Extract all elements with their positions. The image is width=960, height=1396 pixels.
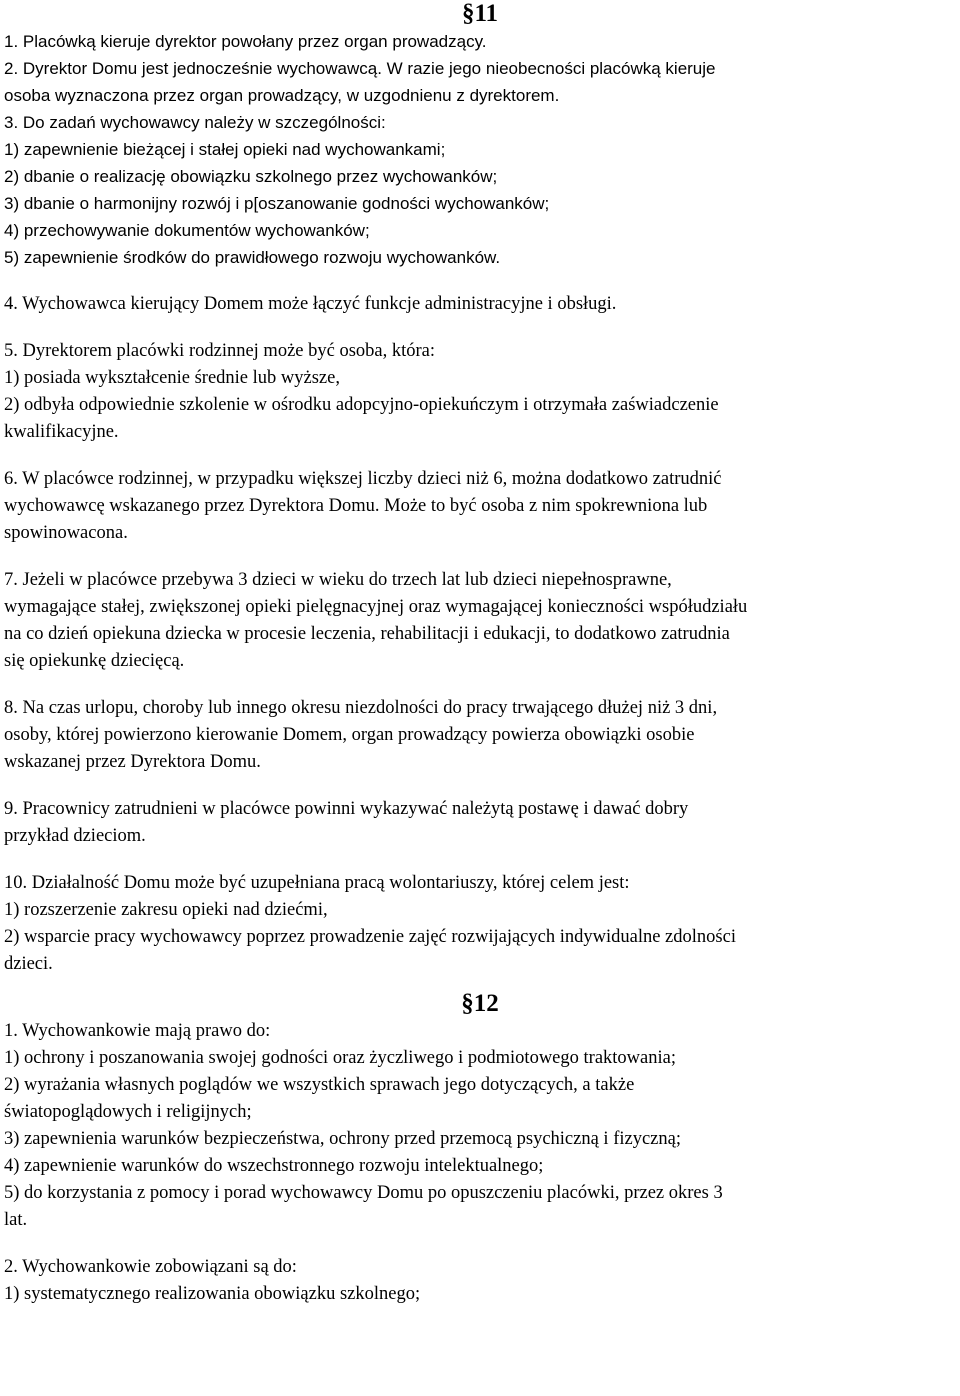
text-line: na co dzień opiekuna dziecka w procesie leczenia, rehabilitacji i edukacji, to dodatkowo zatrudnia	[4, 624, 730, 644]
text-line: 9. Pracownicy zatrudnieni w placówce powinni wykazywać należytą postawę i dawać dobry	[4, 799, 689, 819]
text-line: 3) zapewnienia warunków bezpieczeństwa, ochrony przed przemocą psychiczną i fizyczną;	[4, 1129, 681, 1149]
text-line: 4. Wychowawca kierujący Domem może łączyć funkcje administracyjne i obsługi.	[4, 294, 617, 314]
section-12-paragraph-1	[4, 1018, 956, 1234]
text-line: wymagające stałej, zwiększonej opieki pielęgnacyjnej oraz wymagającej konieczności współudziału	[4, 597, 748, 617]
paragraph-5	[4, 338, 956, 446]
text-line: 1) rozszerzenie zakresu opieki nad dziećmi,	[4, 900, 328, 920]
text-line: 1) zapewnienie bieżącej i stałej opieki nad wychowankami;	[4, 140, 446, 159]
paragraph-7	[4, 567, 956, 675]
text-line: 1. Placówką kieruje dyrektor powołany przez organ prowadzący.	[4, 32, 487, 51]
text-line: osoba wyznaczona przez organ prowadzący, w uzgodnienu z dyrektorem.	[4, 86, 560, 105]
text-line: 3) dbanie o harmonijny rozwój i p[oszanowanie godności wychowanków;	[4, 194, 550, 213]
text-line: 5) do korzystania z pomocy i porad wychowawcy Domu po opuszczeniu placówki, przez okres 3	[4, 1183, 723, 1203]
text-line: 4) zapewnienie warunków do wszechstronnego rozwoju intelektualnego;	[4, 1156, 544, 1176]
text-line: 3. Do zadań wychowawcy należy w szczególności:	[4, 113, 386, 132]
text-line: wskazanej przez Dyrektora Domu.	[4, 752, 261, 772]
text-line: 8. Na czas urlopu, choroby lub innego okresu niezdolności do pracy trwającego dłużej niż 3 dni,	[4, 698, 718, 718]
paragraph-8	[4, 695, 956, 776]
text-line: 10. Działalność Domu może być uzupełniana pracą wolontariuszy, której celem jest:	[4, 873, 630, 893]
text-line: kwalifikacyjne.	[4, 422, 119, 442]
text-line: 1) systematycznego realizowania obowiązku szkolnego;	[4, 1284, 421, 1304]
text-line: lat.	[4, 1210, 28, 1230]
document-page	[4, 0, 956, 1308]
text-line: 2) odbyła odpowiednie szkolenie w ośrodku adopcyjno-opiekuńczym i otrzymała zaświadczenie	[4, 395, 719, 415]
text-line: 1. Wychowankowie mają prawo do:	[4, 1021, 271, 1041]
paragraph-1-3	[4, 28, 956, 271]
text-line: 1) ochrony i poszanowania swojej godności oraz życzliwego i podmiotowego traktowania;	[4, 1048, 676, 1068]
paragraph-6	[4, 466, 956, 547]
text-line: spowinowacona.	[4, 523, 128, 543]
text-line: 2. Dyrektor Domu jest jednocześnie wychowawcą. W razie jego nieobecności placówką kieruje	[4, 59, 716, 78]
text-line: 2) wyrażania własnych poglądów we wszystkich sprawach jego dotyczących, a także	[4, 1075, 635, 1095]
text-line: 2) dbanie o realizację obowiązku szkolnego przez wychowanków;	[4, 167, 498, 186]
paragraph-4	[4, 291, 956, 318]
text-line: dzieci.	[4, 954, 53, 974]
section-11-heading: §11	[461, 0, 499, 27]
text-line: osoby, której powierzono kierowanie Domem, organ prowadzący powierza obowiązki osobie	[4, 725, 695, 745]
text-line: 2) wsparcie pracy wychowawcy poprzez prowadzenie zajęć rozwijających indywidualne zdolności	[4, 927, 736, 947]
paragraph-10	[4, 870, 956, 978]
section-12-paragraph-2	[4, 1254, 956, 1308]
text-line: 1) posiada wykształcenie średnie lub wyższe,	[4, 368, 340, 388]
text-line: się opiekunkę dziecięcą.	[4, 651, 185, 671]
text-line: 5. Dyrektorem placówki rodzinnej może być osoba, która:	[4, 341, 436, 361]
text-line: 5) zapewnienie środków do prawidłowego rozwoju wychowanków.	[4, 248, 501, 267]
text-line: 2. Wychowankowie zobowiązani są do:	[4, 1257, 297, 1277]
text-line: przykład dzieciom.	[4, 826, 146, 846]
text-line: 6. W placówce rodzinnej, w przypadku większej liczby dzieci niż 6, można dodatkowo zatrudnić	[4, 469, 722, 489]
paragraph-9	[4, 796, 956, 850]
text-line: światopoglądowych i religijnych;	[4, 1102, 252, 1122]
text-line: wychowawcę wskazanego przez Dyrektora Domu. Może to być osoba z nim spokrewniona lub	[4, 496, 708, 516]
text-line: 7. Jeżeli w placówce przebywa 3 dzieci w wieku do trzech lat lub dzieci niepełnosprawne,	[4, 570, 672, 590]
section-12-heading: §12	[461, 990, 499, 1017]
text-line: 4) przechowywanie dokumentów wychowanków;	[4, 221, 370, 240]
